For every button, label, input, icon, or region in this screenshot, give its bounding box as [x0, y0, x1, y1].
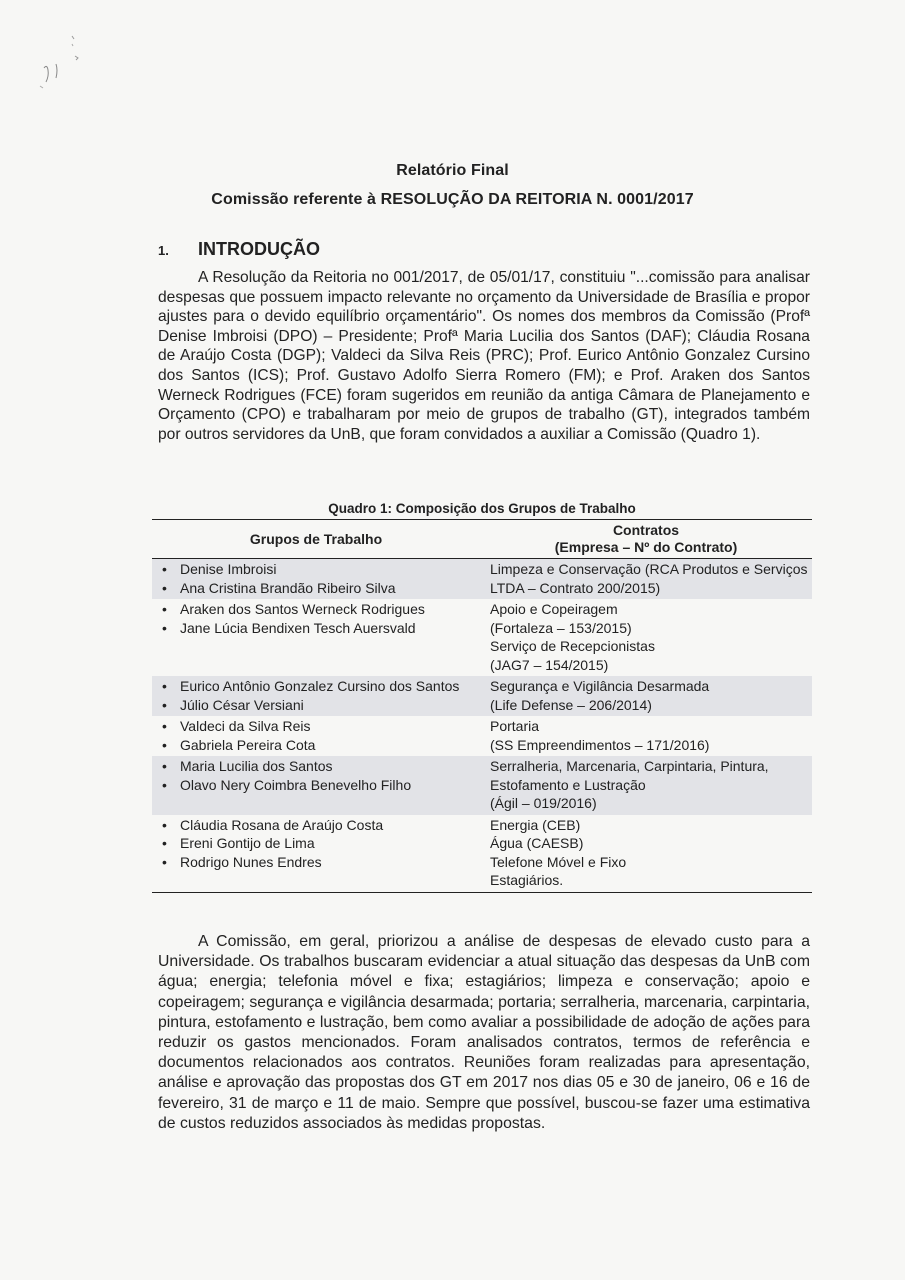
- column-header-contracts: [480, 520, 812, 559]
- contracts-cell: [480, 559, 812, 600]
- section-number: 1.: [158, 243, 169, 258]
- summary-paragraph: A Comissão, em geral, priorizou a análise de despesas de elevado custo para a Universidade. Os trabalhos buscaram evidenciar a atual situação das despesas da UnB com água; energia; telefonia móvel e fixa; estagiários; limpeza e conservação; apoio e copeiragem; segurança e vigilância desarmada; portaria; serralheria, marcenaria, carpintaria, pintura, estofamento e lustração, bem como avaliar a possibilidade de adoção de ações para reduzir os gastos mencionados. Foram analisados contratos, termos de referência e documentos relacionados aos contratos. Reuniões foram realizadas para apresentação, análise e aprovação das propostas dos GT em 2017 nos dias 05 e 30 de janeiro, 06 e 16 de fevereiro, 31 de março e 11 de maio. Sempre que possível, buscou-se fazer uma estimativa de custos reduzidos associados às medidas propostas.: [158, 933, 810, 1132]
- member-item: • Denise Imbroisi: [156, 560, 476, 579]
- members-cell: [152, 559, 480, 600]
- contract-line: (Fortaleza – 153/2015): [490, 619, 632, 636]
- contracts-cell: [480, 756, 812, 815]
- member-item: • Maria Lucilia dos Santos: [156, 757, 476, 776]
- contracts-cell: [480, 815, 812, 893]
- contract-line: Serviço de Recepcionistas: [490, 638, 655, 654]
- member-item: • Rodrigo Nunes Endres: [156, 853, 476, 872]
- member-item: • Cláudia Rosana de Araújo Costa: [156, 816, 476, 835]
- contract-line: (JAG7 – 154/2015): [490, 656, 609, 673]
- member-item: • Ana Cristina Brandão Ribeiro Silva: [156, 579, 476, 598]
- working-groups-table: [152, 519, 812, 893]
- pencil-mark: [30, 30, 100, 100]
- contracts-cell: [480, 676, 812, 716]
- members-cell: [152, 815, 480, 893]
- section-title: INTRODUÇÃO: [198, 239, 320, 259]
- table-row: [152, 599, 812, 676]
- members-cell: [152, 756, 480, 815]
- members-cell: [152, 676, 480, 716]
- report-subtitle: Comissão referente à RESOLUÇÃO DA REITORIA N. 0001/2017: [211, 191, 694, 208]
- table-header-row: [152, 520, 812, 559]
- member-item: • Araken dos Santos Werneck Rodrigues: [156, 600, 476, 619]
- member-item: • Gabriela Pereira Cota: [156, 736, 476, 755]
- contract-line: (Ágil – 019/2016): [490, 795, 597, 811]
- contracts-cell: [480, 716, 812, 756]
- member-item: • Valdeci da Silva Reis: [156, 717, 476, 736]
- contracts-cell: [480, 599, 812, 676]
- table-row: [152, 676, 812, 716]
- contract-line: Segurança e Vigilância Desarmada: [490, 678, 710, 694]
- members-cell: [152, 716, 480, 756]
- contract-line: (Life Defense – 206/2014): [490, 696, 652, 713]
- contract-line: LTDA – Contrato 200/2015): [490, 579, 661, 596]
- table-row: [152, 756, 812, 815]
- report-title: Relatório Final: [396, 162, 509, 179]
- contract-line: (SS Empreendimentos – 171/2016): [490, 736, 710, 753]
- members-cell: [152, 599, 480, 676]
- intro-paragraph: A Resolução da Reitoria no 001/2017, de 05/01/17, constituiu "...comissão para analisar despesas que possuem impacto relevante no orçamento da Universidade de Brasília e propor ajustes para o devido equilíbrio orçamentário". Os nomes dos membros da Comissão (Profª Denise Imbroisi (DPO) – Presidente; Profª Maria Lucilia dos Santos (DAF); Cláudia Rosana de Araújo Costa (DGP); Valdeci da Silva Reis (PRC); Prof. Eurico Antônio Gonzalez Cursino dos Santos (ICS); Prof. Gustavo Adolfo Sierra Romero (FM); e Prof. Araken dos Santos Werneck Rodrigues (FCE) foram sugeridos em reunião da antiga Câmara de Planejamento e Orçamento (CPO) e trabalharam por meio de grupos de trabalho (GT), integrados também por outros servidores da UnB, que foram convidados a auxiliar a Comissão (Quadro 1).: [158, 269, 810, 443]
- member-item: • Ereni Gontijo de Lima: [156, 834, 476, 853]
- contract-line: Energia (CEB): [490, 816, 581, 833]
- contract-line: Água (CAESB): [490, 835, 584, 851]
- member-item: • Olavo Nery Coimbra Benevelho Filho: [156, 776, 476, 795]
- contract-line: Limpeza e Conservação (RCA Produtos e Serviços: [490, 561, 808, 577]
- table-row: [152, 815, 812, 893]
- member-item: • Eurico Antônio Gonzalez Cursino dos Santos: [156, 677, 476, 696]
- table-row: [152, 716, 812, 756]
- table-row: [152, 559, 812, 600]
- table-caption: Quadro 1: Composição dos Grupos de Trabalho: [328, 501, 636, 516]
- contract-line: Serralheria, Marcenaria, Carpintaria, Pintura, Estofamento e Lustração: [490, 758, 769, 793]
- member-item: • Jane Lúcia Bendixen Tesch Auersvald: [156, 619, 476, 638]
- column-header-contracts-line2: (Empresa – Nº do Contrato): [554, 539, 738, 555]
- contract-line: Portaria: [490, 718, 540, 734]
- member-item: • Júlio César Versiani: [156, 696, 476, 715]
- contract-line: Apoio e Copeiragem: [490, 601, 618, 617]
- contract-line: Telefone Móvel e Fixo: [490, 853, 627, 870]
- column-header-contracts-line1: Contratos: [612, 522, 680, 538]
- section-heading: [158, 239, 320, 260]
- column-header-groups: Grupos de Trabalho: [152, 520, 480, 559]
- contract-line: Estagiários.: [490, 872, 564, 888]
